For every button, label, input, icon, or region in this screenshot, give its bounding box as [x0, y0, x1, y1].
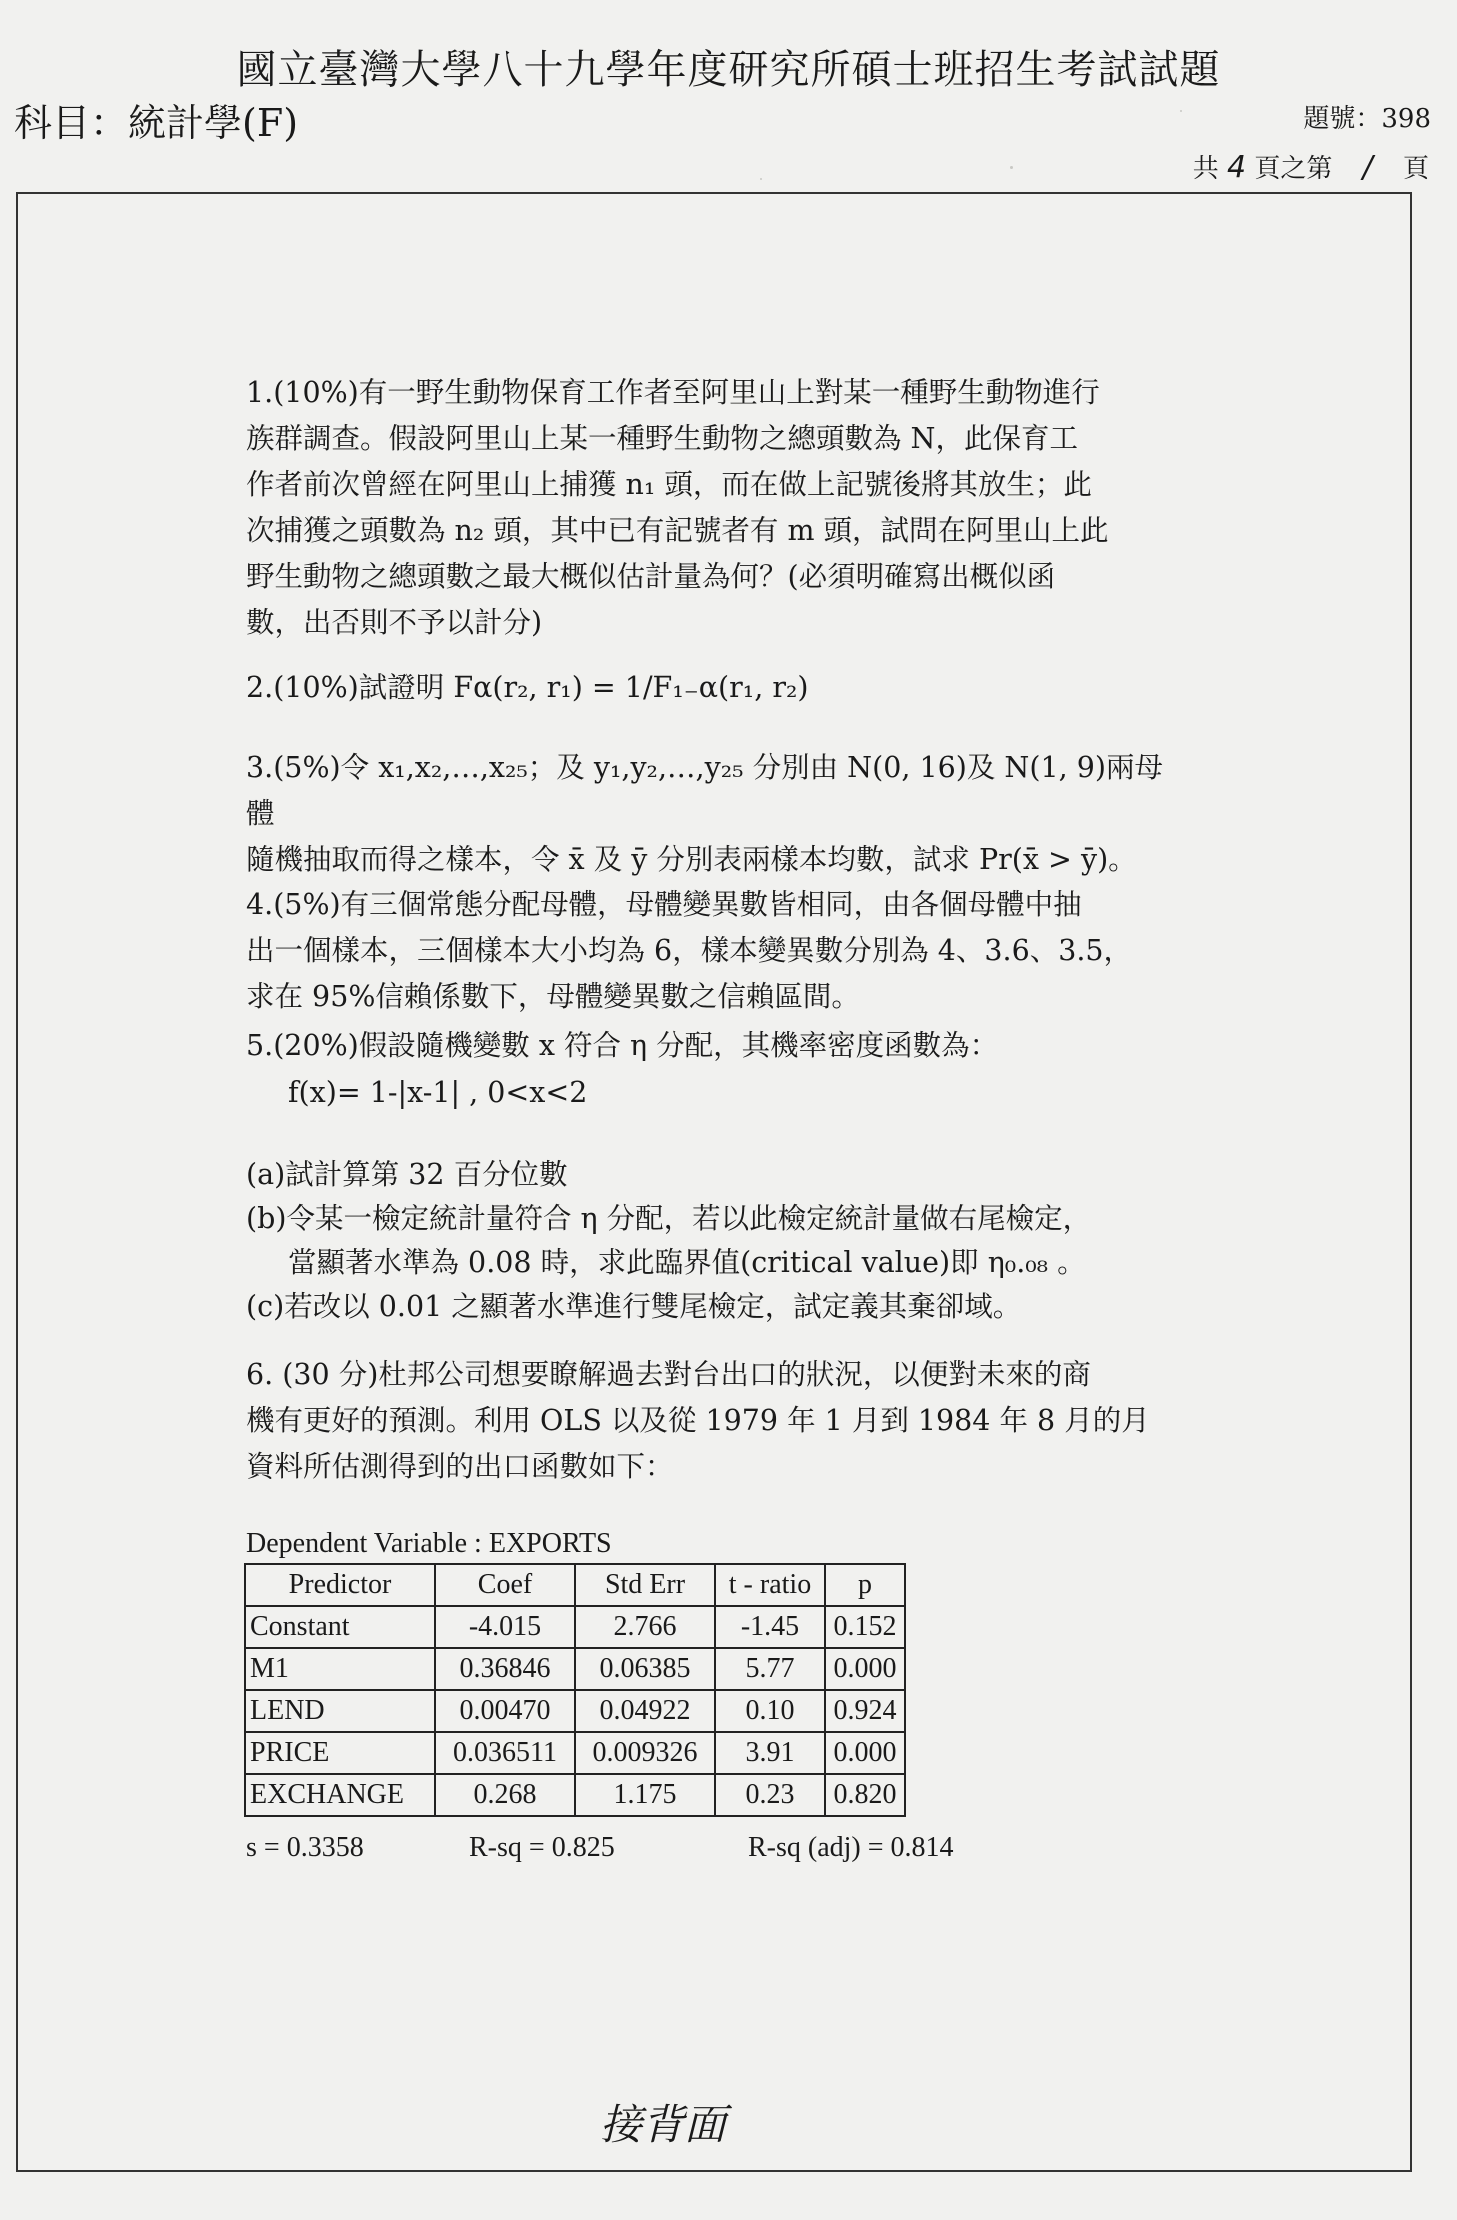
table-header: Coef — [435, 1564, 575, 1606]
table-cell: 0.820 — [825, 1774, 905, 1816]
scan-speck — [760, 178, 762, 180]
continue-on-back-note: 接背面 — [600, 2100, 727, 2149]
regression-table — [244, 1563, 906, 1817]
question-5b: (b)令某一檢定統計量符合 η 分配，若以此檢定統計量做右尾檢定， — [246, 1202, 1092, 1235]
question-5-intro: 5.(20%)假設隨機變數 x 符合 η 分配，其機率密度函數為： — [246, 1029, 999, 1062]
table-cell: 0.009326 — [575, 1732, 715, 1774]
question-number: 題號：398 — [1303, 104, 1431, 134]
question-4: 4.(5%)有三個常態分配母體，母體變異數皆相同，由各個母體中抽 出一個樣本，三個樣本大小均為 6，樣本變異數分別為 4、3.6、3.5， 求在 95%信賴係數下，母體變異數之信賴區間。 — [246, 888, 1133, 1013]
regression-stats — [246, 1832, 1046, 1864]
question-3: 3.(5%)令 x₁,x₂,…,x₂₅；及 y₁,y₂,…,y₂₅ 分別由 N(0, 16)及 N(1, 9)兩母體 隨機抽取而得之樣本，令 x̄ 及 ȳ 分別表兩樣本均數，試求 Pr(x̄ > ȳ)。 — [246, 751, 1163, 876]
table-cell: -1.45 — [715, 1606, 825, 1648]
table-row — [245, 1774, 905, 1816]
stat-rsq-adj: R-sq (adj) = 0.814 — [748, 1832, 954, 1863]
question-1: 1.(10%)有一野生動物保育工作者至阿里山上對某一種野生動物進行 族群調查。假設阿里山上某一種野生動物之總頭數為 N，此保育工 作者前次曾經在阿里山上捕獲 n₁ 頭，而在做上記號後將其放生；此 次捕獲之頭數為 n₂ 頭，其中已有記號者有 m 頭，試問在阿里山上此 野生動物之總頭數之最大概似估計量為何？(必須明確寫出概似函 數，出否則不予以計分) — [246, 376, 1109, 639]
table-cell: 0.06385 — [575, 1648, 715, 1690]
table-cell: 0.00470 — [435, 1690, 575, 1732]
table-cell: 2.766 — [575, 1606, 715, 1648]
page-indicator — [1193, 148, 1429, 185]
page-total-prefix: 共 — [1192, 154, 1219, 184]
table-cell: 0.268 — [435, 1774, 575, 1816]
table-cell: PRICE — [245, 1732, 435, 1774]
scan-speck — [1180, 110, 1182, 112]
question-5a: (a)試計算第 32 百分位數 — [246, 1158, 568, 1191]
table-row — [245, 1648, 905, 1690]
subject-label: 科目：統計學(F) — [14, 101, 299, 145]
table-row — [245, 1690, 905, 1732]
table-cell: 3.91 — [715, 1732, 825, 1774]
question-5-formula: f(x)= 1-|x-1| , 0<x<2 — [288, 1076, 588, 1109]
table-cell: 0.10 — [715, 1690, 825, 1732]
table-cell: 0.152 — [825, 1606, 905, 1648]
table-cell: 1.175 — [575, 1774, 715, 1816]
exam-title: 國立臺灣大學八十九學年度研究所碩士班招生考試試題 — [236, 47, 1221, 93]
question-2: 2.(10%)試證明 Fα(r₂, r₁) = 1/F₁₋α(r₁, r₂) — [246, 671, 809, 704]
page-mid: 頁之第 — [1254, 154, 1333, 184]
table-cell: 0.23 — [715, 1774, 825, 1816]
page-total: 4 — [1226, 150, 1247, 185]
table-cell: 0.000 — [825, 1648, 905, 1690]
table-cell: 0.000 — [825, 1732, 905, 1774]
table-cell: -4.015 — [435, 1606, 575, 1648]
table-cell: 0.036511 — [435, 1732, 575, 1774]
table-row — [245, 1732, 905, 1774]
dependent-variable-label: Dependent Variable : EXPORTS — [246, 1528, 612, 1559]
stat-s: s = 0.3358 — [246, 1832, 364, 1863]
scan-speck — [1010, 166, 1013, 169]
table-header: t - ratio — [715, 1564, 825, 1606]
stat-rsq: R-sq = 0.825 — [469, 1832, 615, 1863]
table-header-row — [245, 1564, 905, 1606]
question-6: 6. (30 分)杜邦公司想要瞭解過去對台出口的狀況，以便對未來的商 機有更好的預測。利用 OLS 以及從 1979 年 1 月到 1984 年 8 月的月 資料所估測得到的出口函數如下： — [246, 1358, 1150, 1483]
table-cell: 0.36846 — [435, 1648, 575, 1690]
table-cell: 5.77 — [715, 1648, 825, 1690]
table-cell: EXCHANGE — [245, 1774, 435, 1816]
question-5b-cont: 當顯著水準為 0.08 時，求此臨界值(critical value)即 η₀.₀₈ 。 — [288, 1246, 1086, 1279]
table-header: p — [825, 1564, 905, 1606]
page-suffix: 頁 — [1402, 154, 1429, 184]
table-cell: Constant — [245, 1606, 435, 1648]
table-header: Std Err — [575, 1564, 715, 1606]
table-cell: LEND — [245, 1690, 435, 1732]
table-cell: M1 — [245, 1648, 435, 1690]
table-header: Predictor — [245, 1564, 435, 1606]
question-5c: (c)若改以 0.01 之顯著水準進行雙尾檢定，試定義其棄卻域。 — [246, 1290, 1022, 1323]
page-current: / — [1362, 150, 1373, 185]
table-cell: 0.924 — [825, 1690, 905, 1732]
table-row — [245, 1606, 905, 1648]
table-cell: 0.04922 — [575, 1690, 715, 1732]
